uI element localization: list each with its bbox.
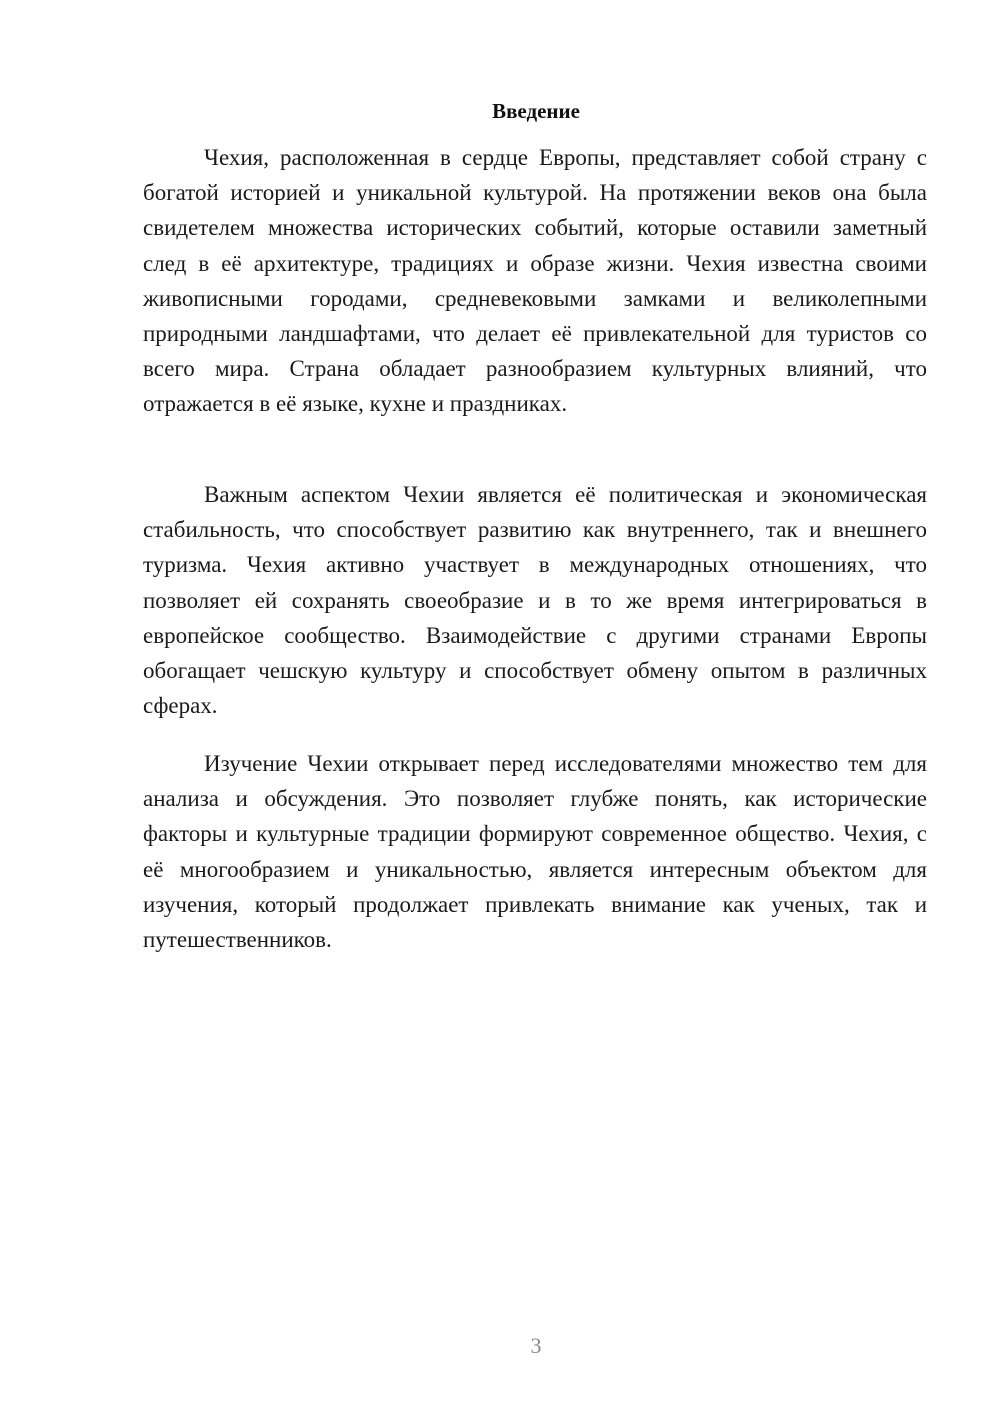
paragraph-3: Изучение Чехии открывает перед исследователями множество тем для анализа и обсуждения. Это позволяет глубже понять, как исторические факторы и культурные традиции формируют современное общество. Чехия, с её многообразием и уникальностью, является интересным объектом для изучения, который продолжает привлекать внимание как ученых, так и путешественников. <box>143 751 927 953</box>
page-title: Введение <box>492 99 580 123</box>
paragraph-2: Важным аспектом Чехии является её политическая и экономическая стабильность, что способствует развитию как внутреннего, так и внешнего туризма. Чехия активно участвует в международных отношениях, что позволяет ей сохранять своеобразие и в то же время интегрироваться в европейское сообщество. Взаимодействие с другими странами Европы обогащает чешскую культуру и способствует обмену опытом в различных сферах. <box>143 482 927 719</box>
paragraph-1: Чехия, расположенная в сердце Европы, представляет собой страну с богатой историей и уникальной культурой. На протяжении веков она была свидетелем множества исторических событий, которые оставили заметный след в её архитектуре, традициях и образе жизни. Чехия известна своими живописными городами, средневековыми замками и великолепными природными ландшафтами, что делает её привлекательной для туристов со всего мира. Страна обладает разнообразием культурных влияний, что отражается в её языке, кухне и праздниках. <box>143 145 927 417</box>
page-number: 3 <box>530 1333 542 1358</box>
